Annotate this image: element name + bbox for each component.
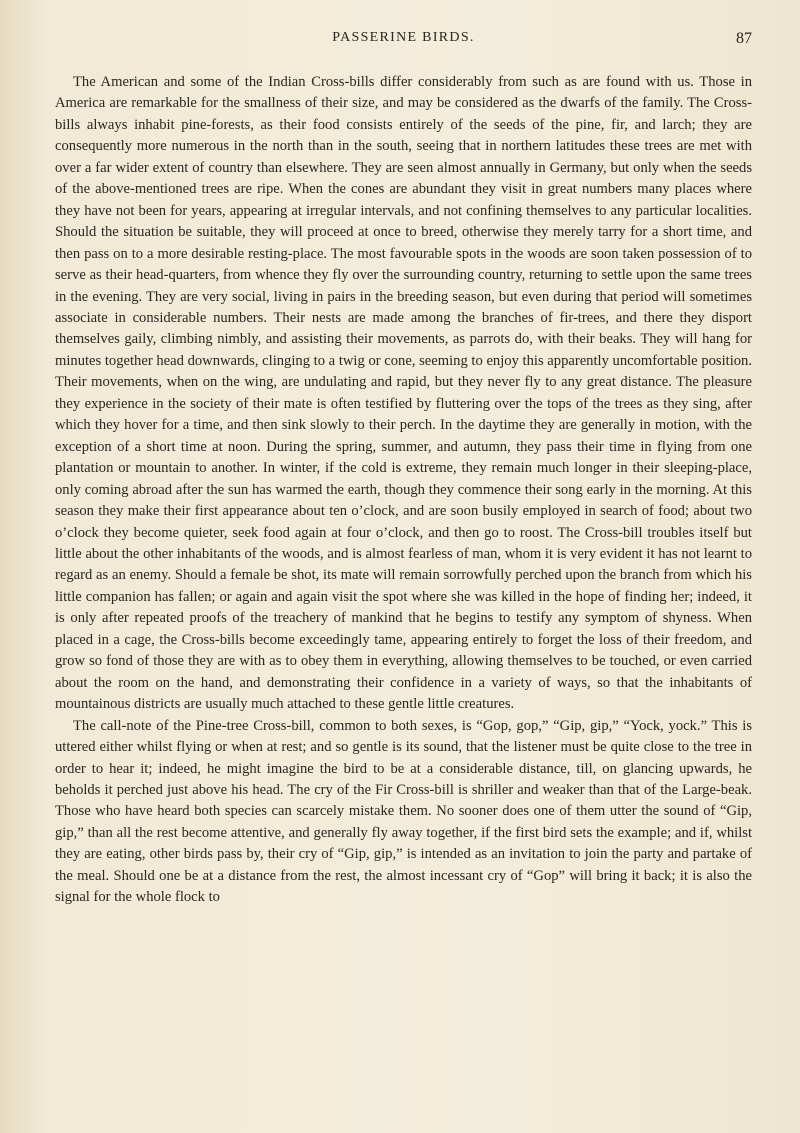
running-head	[55, 30, 752, 54]
page-number: 87	[736, 30, 752, 47]
body-text	[55, 72, 752, 909]
paragraph-1: The American and some of the Indian Cross-bills differ considerably from such as are found with us. Those in America are remarkable for the smallness of their size, and may be considered as the dwarfs of the family. The Cross-bills always inhabit pine-forests, as their food consists entirely of the seeds of the pine, fir, and larch; they are consequently more numerous in the north than in the south, seeing that in northern latitudes these trees are met with over a far wider extent of country than elsewhere. They are seen almost annually in Germany, but only when the seeds of the above-mentioned trees are ripe. When the cones are abundant they visit in great numbers many places where they have not been for years, appearing at irregular intervals, and not confining themselves to any particular localities. Should the situation be suitable, they will proceed at once to breed, otherwise they merely tarry for a short time, and then pass on to a more desirable resting-place. The most favourable spots in the woods are soon taken possession of to serve as their head-quarters, from whence they fly over the surrounding country, returning to settle upon the same trees in the evening. They are very social, living in pairs in the breeding season, but even during that period will sometimes associate in considerable numbers. Their nests are made among the branches of fir-trees, and there they disport themselves gaily, climbing nimbly, and assisting their movements, as parrots do, with their beaks. They will hang for minutes together head downwards, clinging to a twig or cone, seeming to enjoy this apparently uncomfortable position. Their movements, when on the wing, are undulating and rapid, but they never fly to any great distance. The pleasure they experience in the society of their mate is often testified by fluttering over the tops of the trees as they sing, after which they hover for a time, and then sink slowly to their perch. In the daytime they are generally in motion, with the exception of a short time at noon. During the spring, summer, and autumn, they pass their time in flying from one plantation or mountain to another. In winter, if the cold is extreme, they remain much longer in their sleeping-place, only coming abroad after the sun has warmed the earth, though they commence their song early in the morning. At this season they make their first appearance about ten o’clock, and are soon busily employed in search of food; about two o’clock they become quieter, seek food again at four o’clock, and then go to roost. The Cross-bill troubles itself but little about the other inhabitants of the woods, and is almost fearless of man, whom it is very evident it has not learnt to regard as an enemy. Should a female be shot, its mate will remain sorrowfully perched upon the branch from which his little companion has fallen; or again and again visit the spot where she was killed in the hope of finding her; indeed, it is only after repeated proofs of the treachery of mankind that he begins to testify any symptom of shyness. When placed in a cage, the Cross-bills become exceedingly tame, appearing entirely to forget the loss of their freedom, and grow so fond of those they are with as to obey them in everything, allowing themselves to be touched, or even carried about the room on the hand, and demonstrating their confidence in a variety of ways, so that the inhabitants of mountainous districts are usually much attached to these gentle little creatures.	[55, 74, 752, 713]
paragraph-2: The call-note of the Pine-tree Cross-bill, common to both sexes, is “Gop, gop,” “Gip, gip,” “Yock, yock.” This is uttered either whilst flying or when at rest; and so gentle is its sound, that the listener must be quite close to the tree in order to hear it; indeed, he might imagine the bird to be at a considerable distance, till, on glancing upwards, he beholds it perched just above his head. The cry of the Fir Cross-bill is shriller and weaker than that of the Large-beak. Those who have heard both species can scarcely mistake them. No sooner does one of them utter the sound of “Gip, gip,” than all the rest become attentive, and generally fly away together, if the first bird sets the example; and if, whilst they are eating, other birds pass by, their cry of “Gip, gip,” is intended as an invitation to join the party and partake of the meal. Should one be at a distance from the rest, the almost incessant cry of “Gop” will bring it back; it is also the signal for the whole flock to	[55, 717, 752, 906]
running-title: PASSERINE BIRDS.	[332, 30, 475, 45]
